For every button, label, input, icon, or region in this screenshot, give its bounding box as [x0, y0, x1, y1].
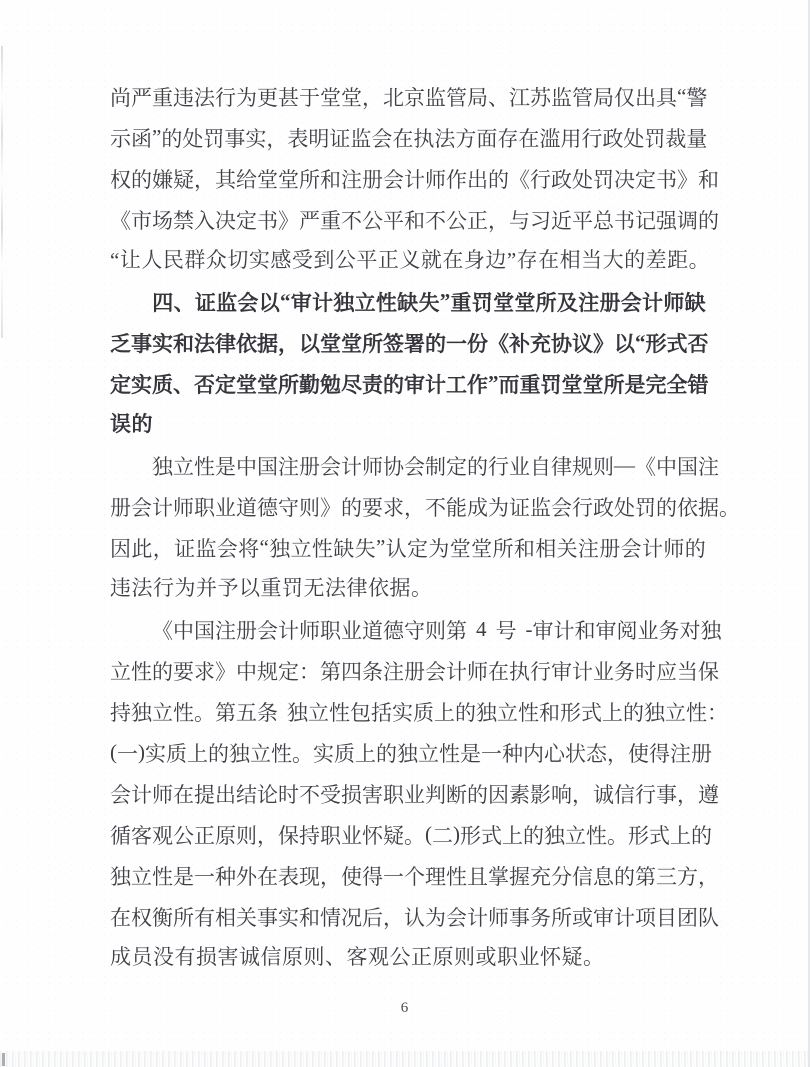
text-line: 误的: [110, 412, 153, 436]
text-line: 示 函 ” 的 处 罚 事 实 ， 表 明 证 监 会 在 执 法 方 面 存 在 滥 用 行 政 处 罚 裁 量: [110, 125, 708, 151]
text-line: 四 、 证 监 会 以 “ 审 计 独 立 性 缺 失 ” 重 罚 堂 堂 所 及 注 册 会 计 师 缺: [152, 289, 706, 315]
text-line: 定 实 质 、 否 定 堂 堂 所 勤 勉 尽 责 的 审 计 工 作 ” 而 重 罚 堂 堂 所 是 完 全 错: [110, 371, 709, 397]
scan-corner-mark: [2, 1053, 5, 1066]
text-line: 持 独 立 性 。 第 五 条 独 立 性 包 括 实 质 上 的 独 立 性 和 形 式 上 的 独 立 性 ：: [110, 700, 728, 725]
text-line: 独 立 性 是 一 种 外 在 表 现 ， 使 得 一 个 理 性 且 掌 握 充 分 信 息 的 第 三 方 ，: [110, 864, 719, 889]
text-line: 《 市 场 禁 入 决 定 书 》 严 重 不 公 平 和 不 公 正 ， 与 习 近 平 总 书 记 强 调 的: [110, 208, 719, 233]
document-text: [110, 76, 740, 978]
text-line: 违法行为并予以重罚无法律依据。: [110, 576, 433, 600]
scan-noise-band-bottom: [0, 1051, 810, 1067]
text-line: 尚 严 重 违 法 行 为 更 甚 于 堂 堂 ， 北 京 监 管 局 、 江 苏 监 管 局 仅 出 具 “ 警: [110, 84, 708, 110]
text-line: 《 中 国 注 册 会 计 师 职 业 道 德 守 则 第 4 号 - 审 计 和 审 阅 业 务 对 独: [152, 617, 722, 643]
text-line: 循 客 观 公 正 原 则 ， 保 持 职 业 怀 疑 。 ( 二 ) 形 式 上 的 独 立 性 。 形 式 上 的: [110, 822, 712, 848]
text-line: 会 计 师 在 提 出 结 论 时 不 受 损 害 职 业 判 断 的 因 素 影 响 ， 诚 信 行 事 ， 遵: [110, 782, 719, 807]
text-line: 独 立 性 是 中 国 注 册 会 计 师 协 会 制 定 的 行 业 自 律 规 则 — 《 中 国 注: [152, 453, 719, 479]
page-number: 6: [400, 1000, 410, 1016]
text-line: “让人民群众切实感受到公平正义就在身边”存在相当大的差距。: [110, 248, 711, 272]
text-line: 乏 事 实 和 法 律 依 据 ， 以 堂 堂 所 签 署 的 一 份 《 补 充 协 议 》 以 “ 形 式 否: [110, 330, 709, 356]
text-line: 册 会 计 师 职 业 道 德 守 则 》 的 要 求 ， 不 能 成 为 证 监 会 行 政 处 罚 的 依 据 。: [110, 495, 740, 520]
text-line: 在 权 衡 所 有 相 关 事 实 和 情 况 后 ， 认 为 会 计 师 事 务 所 或 审 计 项 目 团 队: [110, 905, 719, 930]
text-line: 因 此 ， 证 监 会 将 “ 独 立 性 缺 失 ” 认 定 为 堂 堂 所 和 相 关 注 册 会 计 师 的: [110, 535, 706, 561]
text-line: 成员没有损害诚信原则、客观公正原则或职业怀疑。: [110, 945, 605, 969]
text-line: 立 性 的 要 求 》 中 规 定 ： 第 四 条 注 册 会 计 师 在 执 行 审 计 业 务 时 应 当 保: [110, 659, 719, 684]
text-line: ( 一 ) 实 质 上 的 独 立 性 。 实 质 上 的 独 立 性 是 一 种 内 心 状 态 ， 使 得 注 册: [110, 740, 712, 766]
text-line: 权 的 嫌 疑 ， 其 给 堂 堂 所 和 注 册 会 计 师 作 出 的 《 行 政 处 罚 决 定 书 》 和: [110, 167, 719, 192]
scan-edge-artifact-left: [1, 46, 3, 338]
